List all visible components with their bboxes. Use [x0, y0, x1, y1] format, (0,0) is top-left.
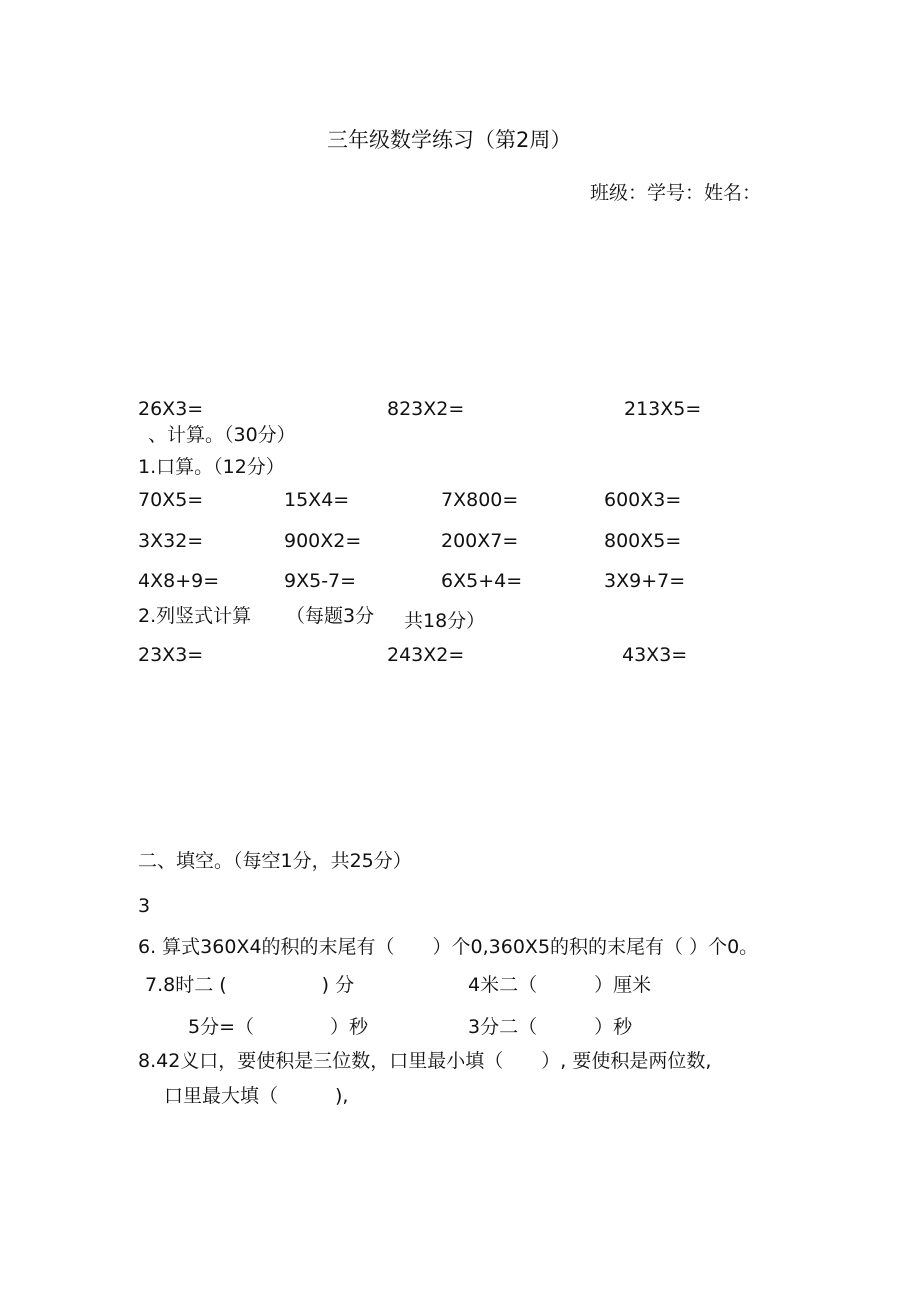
- oral-problem: 6X5+4=: [441, 570, 523, 592]
- question-7-minutes-2: 3分二（ ）秒: [468, 1016, 633, 1038]
- top-row-problem-3: 213X5=: [624, 398, 702, 420]
- vertical-problem: 43X3=: [622, 644, 688, 666]
- oral-problem: 900X2=: [284, 530, 362, 552]
- question-8-line2: 口里最大填（ ),: [164, 1085, 349, 1107]
- question-6: 6. 算式360X4的积的末尾有（ ）个0,360X5的积的末尾有（ ）个0。: [138, 936, 759, 958]
- student-info-line: 班级：学号：姓名：: [590, 182, 762, 204]
- oral-problem: 15X4=: [284, 489, 350, 511]
- question-7-minutes: 5分=（ ）秒: [188, 1016, 369, 1038]
- oral-problem: 200X7=: [441, 530, 519, 552]
- oral-problem: 7X800=: [441, 489, 519, 511]
- top-row-problem-1: 26X3=: [138, 398, 204, 420]
- vertical-problem: 243X2=: [387, 644, 465, 666]
- section1-heading: 、计算。（30分）: [148, 424, 296, 446]
- question-7-hours: 7.8时二 ( ) 分: [145, 974, 355, 996]
- oral-problem: 4X8+9=: [138, 570, 220, 592]
- oral-problem: 600X3=: [604, 489, 682, 511]
- question-8-line1: 8.42义口，要使积是三位数，口里最小填（ ）, 要使积是两位数,: [138, 1050, 712, 1072]
- top-row-problem-2: 823X2=: [387, 398, 465, 420]
- oral-problem: 70X5=: [138, 489, 204, 511]
- stray-number: 3: [138, 895, 151, 917]
- part2-heading-a: 2.列竖式计算: [138, 605, 252, 624]
- question-7-meters: 4米二（ ）厘米: [468, 974, 652, 996]
- oral-problem: 3X9+7=: [604, 570, 686, 592]
- part2-heading-c: 共18分）: [404, 610, 486, 632]
- oral-problem: 9X5-7=: [284, 570, 357, 592]
- vertical-problem: 23X3=: [138, 644, 204, 666]
- section2-heading: 二、填空。（每空1分，共25分）: [138, 850, 412, 872]
- part1-heading: 1.口算。（12分）: [138, 456, 285, 478]
- oral-problem: 3X32=: [138, 530, 204, 552]
- oral-problem: 800X5=: [604, 530, 682, 552]
- page-title: 三年级数学练习（第2周）: [327, 128, 572, 152]
- part2-heading-b: （每题3分: [286, 605, 375, 624]
